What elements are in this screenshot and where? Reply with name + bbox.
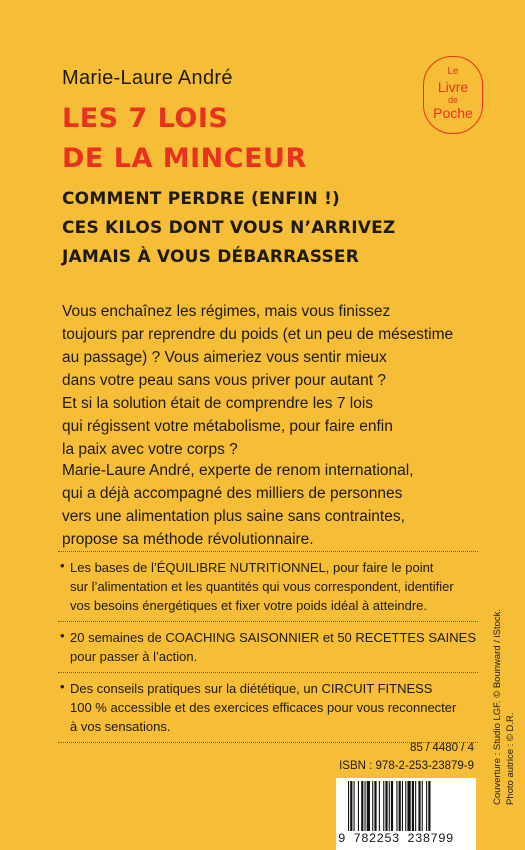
- bullet-marker: •: [60, 628, 65, 643]
- paragraph-line: Marie-Laure André, experte de renom international,: [62, 462, 414, 479]
- isbn-number: ISBN : 978-2-253-23879-9: [339, 760, 474, 772]
- barcode-bars: [346, 781, 468, 831]
- paragraph-line: Vous enchaînez les régimes, mais vous finissez: [62, 303, 391, 320]
- feature-item: [58, 552, 478, 622]
- barcode-digits: 9 782253 238799: [338, 832, 454, 846]
- paragraph-line: vers une alimentation plus saine sans contraintes,: [62, 508, 405, 525]
- logo-text-de: de: [447, 95, 458, 105]
- feature-line: vos besoins énergétiques et fixer votre poids idéal à atteindre.: [70, 598, 427, 613]
- description-paragraph-1: [62, 300, 453, 461]
- photo-credit: Photo autrice : © D.R.: [505, 712, 516, 805]
- book-title-line-1: LES 7 LOIS: [62, 103, 229, 134]
- bullet-marker: •: [60, 679, 65, 694]
- paragraph-line: qui a déjà accompagné des milliers de personnes: [62, 485, 403, 502]
- subtitle-line-1: COMMENT PERDRE (ENFIN !): [62, 189, 341, 209]
- subtitle-line-3: JAMAIS À VOUS DÉBARRASSER: [62, 247, 359, 267]
- cover-credit: Couverture : Studio LGF. © Bounward / iStock.: [492, 608, 503, 805]
- paragraph-line: dans votre peau sans vous priver pour autant ?: [62, 372, 386, 389]
- feature-item: [58, 622, 478, 673]
- paragraph-line: qui régissent votre métabolisme, pour faire enfin: [62, 418, 393, 435]
- publisher-logo: [423, 56, 483, 134]
- book-title-line-2: DE LA MINCEUR: [62, 143, 307, 174]
- paragraph-line: propose sa méthode révolutionnaire.: [62, 531, 314, 548]
- feature-line: sur l’alimentation et les quantités qui vous correspondent, identifier: [70, 579, 454, 594]
- author-name: Marie-Laure André: [62, 67, 233, 89]
- paragraph-line: au passage) ? Vous aimeriez vous sentir mieux: [62, 349, 387, 366]
- barcode: [336, 778, 476, 850]
- paragraph-line: Et si la solution était de comprendre les 7 lois: [62, 395, 374, 412]
- logo-text-poche: Poche: [433, 105, 473, 121]
- feature-line: 100 % accessible et des exercices efficaces pour vous reconnecter: [70, 700, 457, 715]
- subtitle-line-2: CES KILOS DONT VOUS N’ARRIVEZ: [62, 218, 396, 238]
- feature-list: [58, 551, 478, 743]
- feature-item: [58, 673, 478, 743]
- feature-line: pour passer à l’action.: [70, 649, 198, 664]
- feature-line: Les bases de l’ÉQUILIBRE NUTRITIONNEL, pour faire le point: [70, 560, 434, 575]
- feature-line: à vos sensations.: [70, 719, 171, 734]
- logo-text-livre: Livre: [437, 79, 469, 95]
- bullet-marker: •: [60, 558, 65, 573]
- feature-line: Des conseils pratiques sur la diététique, un CIRCUIT FITNESS: [70, 681, 433, 696]
- catalog-code: 85 / 4480 / 4: [410, 742, 474, 754]
- paragraph-line: la paix avec votre corps ?: [62, 441, 238, 458]
- paragraph-line: toujours par reprendre du poids (et un peu de mésestime: [62, 326, 454, 343]
- feature-line: 20 semaines de COACHING SAISONNIER et 50 RECETTES SAINES: [70, 630, 477, 645]
- logo-text-le: Le: [447, 66, 459, 77]
- description-paragraph-2: [62, 459, 414, 551]
